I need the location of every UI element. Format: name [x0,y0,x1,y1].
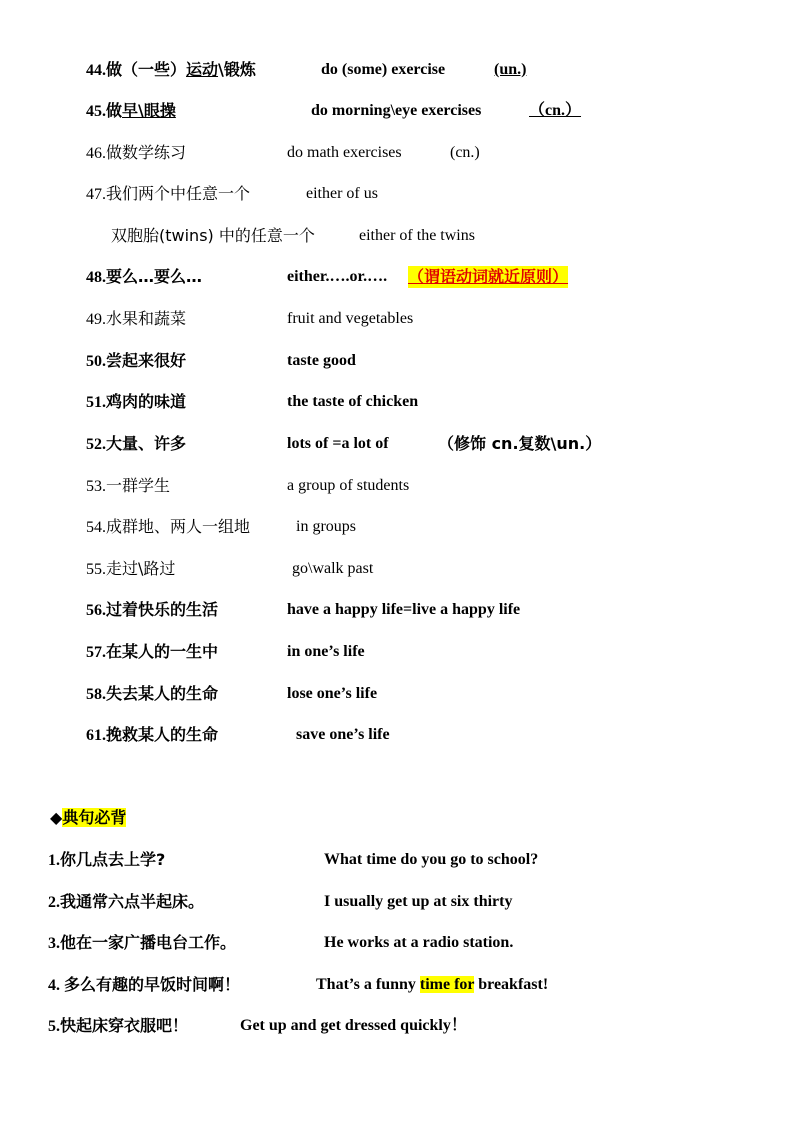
phrase-chinese: 双胞胎(twins) 中的任意一个 [111,226,315,245]
phrase-chinese: 做 [106,101,123,120]
grammar-note-highlight: （谓语动词就近原则） [408,267,569,286]
phrase-row [86,391,419,414]
sentence-english: I usually get up at six thirty [324,893,513,910]
phrase-english: the taste of chicken [287,393,419,410]
phrase-chinese: 做（一些） [106,60,187,79]
section-title: 典句必背 [62,808,127,827]
phrase-english: a group of students [287,477,410,494]
phrase-number: 53. [86,478,106,495]
phrase-english: lose one’s life [287,685,378,702]
phrase-number: 45. [86,103,106,120]
sentence-row [48,974,549,997]
sentence-chinese: 他在一家广播电台工作。 [60,933,237,952]
phrase-chinese: 要么…要么… [106,267,203,286]
sentence-row [48,1015,467,1038]
phrase-row [86,183,378,206]
phrase-chinese: 挽救某人的生命 [106,725,219,744]
phrase-english: do (some) exercise [321,61,446,78]
sentence-english: Get up and get dressed quickly！ [240,1017,467,1034]
sentence-chinese: 快起床穿衣服吧！ [60,1016,189,1035]
phrase-chinese: 过着快乐的生活 [106,600,219,619]
phrase-chinese: 走过\路过 [106,559,176,578]
phrase-number: 54. [86,519,106,536]
phrase-row [86,59,527,82]
sentence-english: What time do you go to school? [324,851,539,868]
phrase-english: taste good [287,352,356,369]
sentence-english-part: breakfast! [474,976,549,993]
phrase-english: have a happy life=live a happy life [287,601,521,618]
sentence-row [48,932,514,955]
phrase-chinese: 做数学练习 [106,143,187,162]
phrase-english: save one’s life [296,726,390,743]
phrase-row [86,641,365,664]
phrase-chinese-underlined: 早\眼操 [122,101,176,120]
phrase-chinese: 大量、许多 [106,434,187,453]
phrase-english: either of the twins [359,227,475,244]
sentence-row [48,891,513,914]
sentence-english: He works at a radio station. [324,934,514,951]
sentence-chinese: 你几点去上学? [60,850,166,869]
phrase-chinese: 成群地、两人一组地 [106,517,251,536]
phrase-row [86,516,356,539]
sentence-number: 2. [48,894,60,911]
phrase-number: 61. [86,727,106,744]
sentence-number: 4. [48,977,60,994]
phrase-english: lots of =a lot of [287,435,389,452]
section-heading [50,807,126,830]
phrase-number: 49. [86,311,106,328]
phrase-chinese: \锻炼 [218,60,256,79]
phrase-row [86,475,410,498]
phrase-row [86,683,378,706]
phrase-row [86,724,390,747]
phrase-row [111,225,475,248]
phrase-number: 52. [86,436,106,453]
phrase-chinese-underlined: 运动 [186,60,219,79]
phrase-number: 58. [86,686,106,703]
phrase-chinese: 水果和蔬菜 [106,309,187,328]
phrase-number: 44. [86,62,106,79]
phrase-english: in one’s life [287,643,365,660]
sentence-chinese: 我通常六点半起床。 [60,892,205,911]
phrase-chinese: 鸡肉的味道 [106,392,187,411]
phrase-note: （cn.） [529,102,582,119]
sentence-chinese: 多么有趣的早饭时间啊！ [64,975,241,994]
highlighted-phrase: time for [419,976,475,993]
phrase-number: 47. [86,186,106,203]
sentence-number: 1. [48,852,60,869]
phrase-row [86,433,602,456]
phrase-row [86,350,356,373]
phrase-number: 50. [86,353,106,370]
sentence-number: 3. [48,935,60,952]
diamond-bullet-icon: ◆ [50,810,63,827]
phrase-chinese: 尝起来很好 [106,351,187,370]
phrase-chinese: 在某人的一生中 [106,642,219,661]
phrase-row [86,308,414,331]
phrase-english: do morning\eye exercises [311,102,482,119]
phrase-note: (cn.) [450,144,480,161]
phrase-english: either.….or.…. [287,268,388,285]
phrase-chinese: 失去某人的生命 [106,684,219,703]
phrase-note: (un.) [494,61,527,78]
phrase-row [86,142,480,165]
phrase-chinese: 一群学生 [106,476,171,495]
phrase-english: fruit and vegetables [287,310,414,327]
phrase-english: go\walk past [292,560,374,577]
sentence-row [48,849,539,872]
phrase-number: 46. [86,145,106,162]
phrase-number: 55. [86,561,106,578]
phrase-english: do math exercises [287,144,402,161]
phrase-note: （修饰 cn.复数\un.） [438,434,602,453]
phrase-row [86,599,521,622]
sentence-number: 5. [48,1018,60,1035]
phrase-number: 57. [86,644,106,661]
phrase-number: 48. [86,269,106,286]
phrase-row [86,100,582,123]
phrase-row [86,558,374,581]
phrase-english: either of us [306,185,378,202]
sentence-english [316,974,548,996]
phrase-chinese: 我们两个中任意一个 [106,184,251,203]
phrase-number: 56. [86,602,106,619]
phrase-row [86,266,569,289]
phrase-english: in groups [296,518,356,535]
sentence-english-part: That’s a funny [316,976,420,993]
phrase-number: 51. [86,394,106,411]
